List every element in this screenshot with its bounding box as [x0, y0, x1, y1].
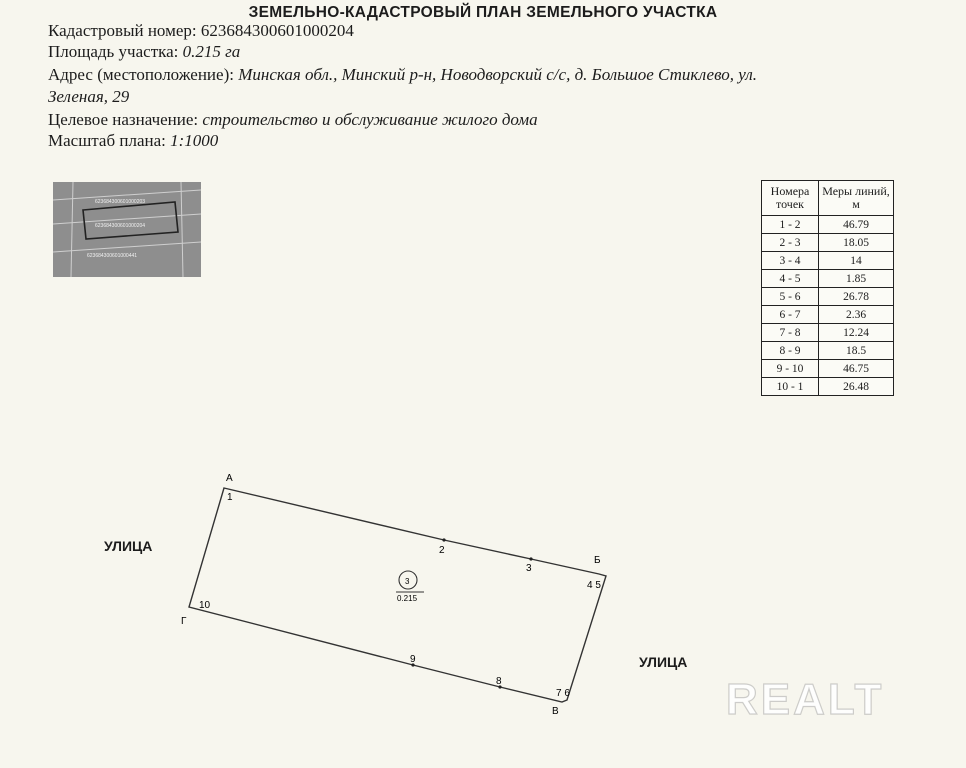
cell-points: 9 - 10 — [762, 360, 819, 378]
address-value-1: Минская обл., Минский р-н, Новодворский с/с, д. Большое Стиклево, ул. — [238, 65, 757, 84]
point-label-4-5: 4 5 — [587, 580, 601, 591]
scale-label: Масштаб плана: — [48, 131, 171, 150]
address-value-2: Зеленая, 29 — [48, 87, 130, 106]
cell-length: 26.48 — [819, 378, 894, 396]
cell-points: 2 - 3 — [762, 234, 819, 252]
thumbnail-label-main: 623684300601000204 — [95, 223, 146, 229]
point-label-7-6: 7 6 — [556, 688, 570, 699]
thumbnail-label-bottom: 623684300601000441 — [87, 253, 138, 259]
scale-value: 1:1000 — [170, 131, 219, 150]
watermark-logo: REALT — [726, 675, 885, 724]
point-label-2: 2 — [439, 545, 445, 556]
thumbnail-label-top: 623684300601000203 — [95, 199, 146, 205]
document-title: ЗЕМЕЛЬНО-КАДАСТРОВЫЙ ПЛАН ЗЕМЕЛЬНОГО УЧАСТКА — [248, 4, 718, 21]
corner-label-g: Г — [181, 616, 187, 627]
point-label-8: 8 — [496, 676, 502, 687]
cell-points: 1 - 2 — [762, 216, 819, 234]
cell-points: 4 - 5 — [762, 270, 819, 288]
cell-points: 10 - 1 — [762, 378, 819, 396]
cell-points: 3 - 4 — [762, 252, 819, 270]
cell-length: 12.24 — [819, 324, 894, 342]
cell-length: 18.05 — [819, 234, 894, 252]
street-label-right: УЛИЦА — [639, 654, 688, 670]
cell-points: 7 - 8 — [762, 324, 819, 342]
cell-length: 18.5 — [819, 342, 894, 360]
header-line-lengths: Меры линий, м — [819, 181, 894, 216]
area-label: Площадь участка: — [48, 42, 183, 61]
parcel-number: 3 — [405, 577, 410, 586]
vertex-marker-3 — [529, 557, 532, 560]
corner-label-b: Б — [594, 555, 601, 566]
purpose-value: строительство и обслуживание жилого дома — [202, 110, 538, 129]
corner-label-v: В — [552, 706, 559, 717]
cell-points: 6 - 7 — [762, 306, 819, 324]
cell-points: 8 - 9 — [762, 342, 819, 360]
corner-label-a: А — [226, 473, 233, 484]
cell-length: 2.36 — [819, 306, 894, 324]
cell-length: 26.78 — [819, 288, 894, 306]
cell-length: 1.85 — [819, 270, 894, 288]
area-value: 0.215 га — [182, 42, 241, 61]
parcel-area-label: 0.215 — [397, 594, 418, 603]
vertex-marker-2 — [442, 538, 445, 541]
street-label-left: УЛИЦА — [104, 538, 153, 554]
cell-length: 14 — [819, 252, 894, 270]
point-label-9: 9 — [410, 654, 416, 665]
cadastral-number-label: Кадастровый номер: — [48, 21, 201, 40]
cell-length: 46.79 — [819, 216, 894, 234]
cell-length: 46.75 — [819, 360, 894, 378]
point-label-10: 10 — [199, 600, 211, 611]
address-label: Адрес (местоположение): — [48, 65, 239, 84]
purpose-label: Целевое назначение: — [48, 110, 203, 129]
point-label-3: 3 — [526, 563, 532, 574]
cell-points: 5 - 6 — [762, 288, 819, 306]
cadastral-number-value: 623684300601000204 — [200, 21, 354, 40]
header-point-numbers: Номера точек — [762, 181, 819, 216]
point-label-1: 1 — [227, 492, 233, 503]
